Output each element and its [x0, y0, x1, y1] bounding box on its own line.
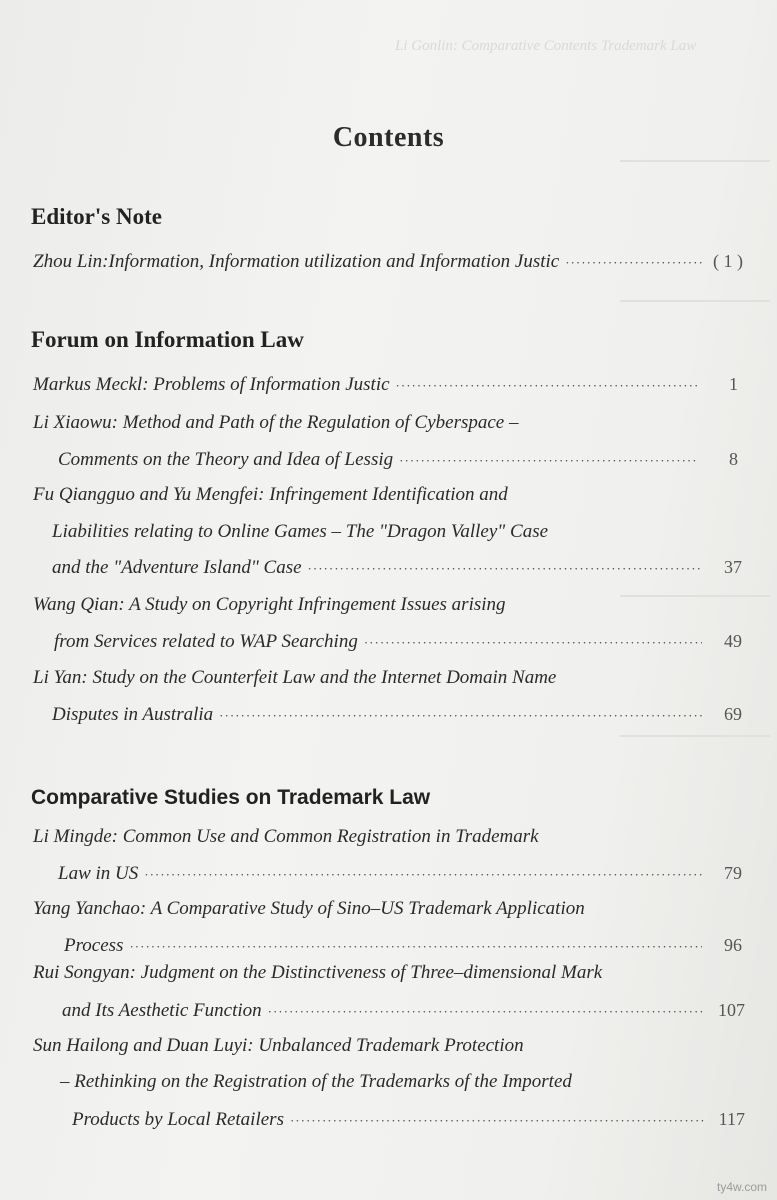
- toc-entry-line: [33, 1031, 738, 1061]
- toc-entry-line: [62, 995, 745, 1025]
- section-heading-forum-information-law: Forum on Information Law: [31, 327, 304, 352]
- toc-entry-text: Li Xiaowu: Method and Path of the Regulation of Cyberspace –: [33, 412, 519, 433]
- toc-entry-line: [52, 517, 742, 547]
- toc-entry-text: and Its Aesthetic Function: [62, 1000, 262, 1021]
- toc-entry-line: [33, 894, 738, 924]
- toc-entry-text: Yang Yanchao: A Comparative Study of Sino–US Trademark Application: [33, 898, 585, 919]
- dot-leader: [308, 554, 702, 584]
- toc-page-number: 96: [724, 935, 742, 955]
- toc-entry-line: [33, 369, 738, 399]
- toc-entry-text: Products by Local Retailers: [72, 1109, 284, 1130]
- dot-leader: [565, 248, 703, 278]
- toc-entry-text: and the "Adventure Island" Case: [52, 557, 302, 578]
- toc-entry-line: [33, 408, 738, 438]
- toc-entry-text: Li Yan: Study on the Counterfeit Law and the Internet Domain Name: [33, 667, 557, 688]
- bleed-through-running-head: Li Gonlin: Comparative Contents Trademark Law: [395, 38, 697, 54]
- toc-entry-line: [58, 858, 742, 888]
- toc-page-number: ( 1 ): [713, 251, 743, 271]
- toc-entry-text: Rui Songyan: Judgment on the Distinctiveness of Three–dimensional Mark: [33, 962, 603, 983]
- toc-entry-text: – Rethinking on the Registration of the Trademarks of the Imported: [60, 1071, 572, 1092]
- toc-entry-line: [33, 246, 743, 276]
- toc-entry-line: [60, 1067, 742, 1097]
- toc-entry-line: [33, 663, 738, 693]
- toc-page-number: 79: [724, 863, 742, 883]
- toc-entry-line: [64, 930, 742, 960]
- dot-leader: [290, 1106, 705, 1136]
- toc-page-number: 69: [724, 704, 742, 724]
- bleed-through-rule: [620, 735, 770, 737]
- section-heading-editors-note: Editor's Note: [31, 204, 162, 229]
- toc-entry-line: [33, 480, 738, 510]
- toc-entry-line: [33, 822, 738, 852]
- toc-entry-line: [33, 590, 738, 620]
- toc-page-number: 1: [729, 374, 738, 394]
- toc-entry-text: Wang Qian: A Study on Copyright Infringement Issues arising: [33, 594, 506, 615]
- toc-entry-text: Liabilities relating to Online Games – The "Dragon Valley" Case: [52, 521, 549, 542]
- dot-leader: [144, 860, 702, 890]
- dot-leader: [268, 997, 705, 1027]
- toc-page-number: 8: [729, 449, 738, 469]
- toc-entry-text: Comments on the Theory and Idea of Lessig: [58, 449, 394, 470]
- toc-page-number: 107: [718, 1000, 745, 1020]
- toc-page-number: 117: [718, 1109, 745, 1129]
- toc-entry-line: [52, 699, 742, 729]
- toc-entry-line: [52, 552, 742, 582]
- toc-entry-text: Li Mingde: Common Use and Common Registration in Trademark: [33, 826, 539, 847]
- toc-page-number: 37: [724, 557, 742, 577]
- dot-leader: [364, 628, 702, 658]
- bleed-through-rule: [620, 160, 770, 162]
- dot-leader: [219, 701, 702, 731]
- toc-entry-text: Zhou Lin:Information, Information utilization and Information Justic: [33, 251, 560, 272]
- toc-entry-text: Law in US: [58, 863, 139, 884]
- toc-entry-text: Process: [64, 935, 124, 956]
- toc-entry-line: [54, 626, 742, 656]
- toc-entry-text: Markus Meckl: Problems of Information Justic: [33, 374, 390, 395]
- toc-entry-line: [33, 958, 738, 988]
- toc-entry-text: Sun Hailong and Duan Luyi: Unbalanced Trademark Protection: [33, 1035, 524, 1056]
- toc-entry-line: [72, 1104, 745, 1134]
- watermark: ty4w.com: [716, 1180, 767, 1194]
- toc-entry-text: Disputes in Australia: [52, 704, 214, 725]
- toc-entry-text: from Services related to WAP Searching: [54, 631, 358, 652]
- dot-leader: [399, 446, 698, 476]
- toc-page-number: 49: [724, 631, 742, 651]
- dot-leader: [396, 371, 698, 401]
- toc-entry-text: Fu Qiangguo and Yu Mengfei: Infringement Identification and: [33, 484, 508, 505]
- toc-entry-line: [58, 444, 738, 474]
- bleed-through-rule: [620, 300, 770, 302]
- page-title: Contents: [332, 122, 445, 153]
- section-heading-comparative-trademark: Comparative Studies on Trademark Law: [31, 786, 431, 809]
